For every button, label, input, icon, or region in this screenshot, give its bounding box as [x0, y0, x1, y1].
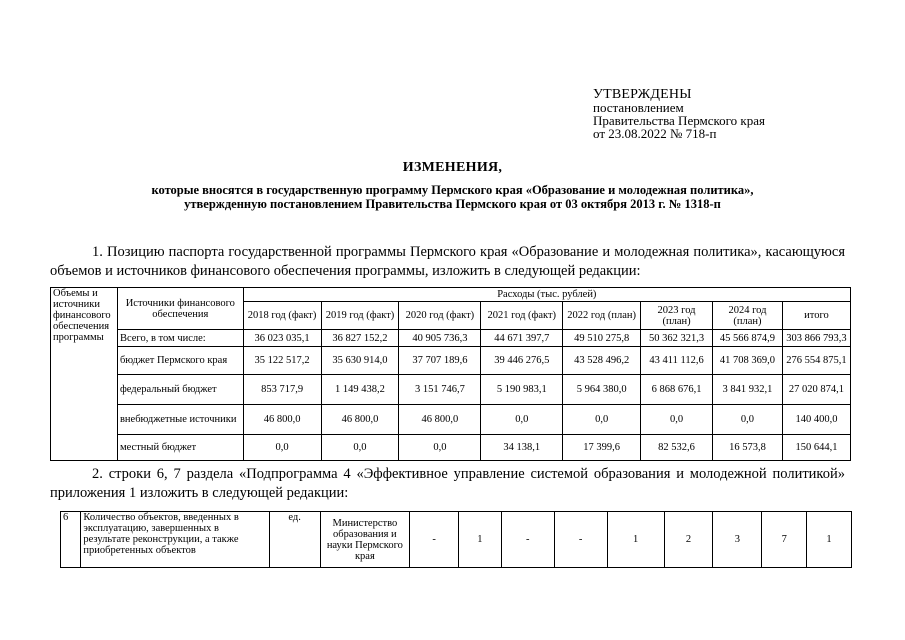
col-header: 2022 год (план)	[563, 302, 641, 330]
value-cell: 49 510 275,8	[563, 330, 641, 347]
value-cell: 44 671 397,7	[481, 330, 563, 347]
paragraph-1: 1. Позицию паспорта государственной программы Пермского края «Образование и молодежная политика», касающуюся объемов и источников финансового обеспечения программы, изложить в следующей редакции:	[50, 244, 845, 279]
approval-line-2: Правительства Пермского края	[593, 113, 765, 128]
expenses-header: Расходы (тыс. рублей)	[243, 288, 850, 302]
value-cell: 303 866 793,3	[782, 330, 850, 347]
value-cell: 1	[607, 512, 664, 568]
value-cell: 35 630 914,0	[321, 347, 399, 375]
indicator-name: Количество объектов, введенных в эксплуатацию, завершенных в результате реконструкции, а также приобретенных объектов	[81, 512, 269, 568]
col-header: 2020 год (факт)	[399, 302, 481, 330]
indicator-table	[60, 511, 852, 568]
col-header: 2023 год (план)	[641, 302, 713, 330]
value-cell: 1	[459, 512, 502, 568]
value-cell: -	[501, 512, 554, 568]
table-row	[51, 375, 851, 405]
subtitle-line-1: которые вносятся в государственную программу Пермского края «Образование и молодежная политика»,	[151, 183, 754, 197]
value-cell: -	[554, 512, 607, 568]
value-cell: 46 800,0	[399, 405, 481, 435]
value-cell: 2	[664, 512, 713, 568]
document-title: ИЗМЕНЕНИЯ,	[402, 160, 503, 175]
value-cell: 3 151 746,7	[399, 375, 481, 405]
source-cell: бюджет Пермского края	[117, 347, 243, 375]
table-row	[51, 347, 851, 375]
document-subtitle	[60, 183, 845, 211]
financing-row-label: Объемы и источники финансового обеспечения программы	[51, 288, 118, 461]
value-cell: 39 446 276,5	[481, 347, 563, 375]
value-cell: 82 532,6	[641, 435, 713, 461]
value-cell: 36 827 152,2	[321, 330, 399, 347]
sources-header: Источники финансового обеспечения	[117, 288, 243, 330]
value-cell: 0,0	[321, 435, 399, 461]
col-header: 2018 год (факт)	[243, 302, 321, 330]
value-cell: 150 644,1	[782, 435, 850, 461]
approval-line-1: постановлением	[593, 100, 684, 115]
value-cell: 34 138,1	[481, 435, 563, 461]
value-cell: 7	[762, 512, 807, 568]
value-cell: 0,0	[641, 405, 713, 435]
table-row	[51, 435, 851, 461]
col-header: итого	[782, 302, 850, 330]
source-cell: внебюджетные источники	[117, 405, 243, 435]
value-cell: 45 566 874,9	[713, 330, 783, 347]
value-cell: 27 020 874,1	[782, 375, 850, 405]
value-cell: 43 411 112,6	[641, 347, 713, 375]
value-cell: 46 800,0	[243, 405, 321, 435]
table-row	[61, 512, 852, 568]
value-cell: 5 964 380,0	[563, 375, 641, 405]
value-cell: 0,0	[563, 405, 641, 435]
value-cell: 37 707 189,6	[399, 347, 481, 375]
value-cell: 5 190 983,1	[481, 375, 563, 405]
table-row	[51, 330, 851, 347]
source-cell: местный бюджет	[117, 435, 243, 461]
value-cell: 50 362 321,3	[641, 330, 713, 347]
source-cell: федеральный бюджет	[117, 375, 243, 405]
approval-block	[593, 88, 893, 140]
value-cell: 853 717,9	[243, 375, 321, 405]
value-cell: 3	[713, 512, 762, 568]
approval-line-3: от 23.08.2022 № 718-п	[593, 126, 717, 141]
value-cell: 0,0	[399, 435, 481, 461]
value-cell: 35 122 517,2	[243, 347, 321, 375]
value-cell: 0,0	[713, 405, 783, 435]
value-cell: 1	[807, 512, 852, 568]
col-header: 2019 год (факт)	[321, 302, 399, 330]
table-row	[51, 405, 851, 435]
unit-cell: ед.	[269, 512, 320, 568]
value-cell: 41 708 369,0	[713, 347, 783, 375]
financing-table	[50, 287, 851, 461]
value-cell: 36 023 035,1	[243, 330, 321, 347]
value-cell: 16 573,8	[713, 435, 783, 461]
subtitle-line-2: утвержденную постановлением Правительства Пермского края от 03 октября 2013 г. № 1318-п	[184, 197, 721, 211]
responsible-cell: Министерство образования и науки Пермского края	[320, 512, 410, 568]
value-cell: -	[410, 512, 459, 568]
value-cell: 0,0	[243, 435, 321, 461]
value-cell: 40 905 736,3	[399, 330, 481, 347]
value-cell: 6 868 676,1	[641, 375, 713, 405]
value-cell: 140 400,0	[782, 405, 850, 435]
value-cell: 1 149 438,2	[321, 375, 399, 405]
paragraph-2: 2. строки 6, 7 раздела «Подпрограмма 4 «Эффективное управление системой образования и молодежной политикой» приложения 1 изложить в следующей редакции:	[50, 466, 845, 501]
value-cell: 0,0	[481, 405, 563, 435]
col-header: 2021 год (факт)	[481, 302, 563, 330]
value-cell: 3 841 932,1	[713, 375, 783, 405]
source-cell: Всего, в том числе:	[117, 330, 243, 347]
row-number: 6	[61, 512, 81, 568]
value-cell: 43 528 496,2	[563, 347, 641, 375]
value-cell: 46 800,0	[321, 405, 399, 435]
value-cell: 276 554 875,1	[782, 347, 850, 375]
value-cell: 17 399,6	[563, 435, 641, 461]
col-header: 2024 год (план)	[713, 302, 783, 330]
approval-heading: УТВЕРЖДЕНЫ	[593, 87, 692, 102]
